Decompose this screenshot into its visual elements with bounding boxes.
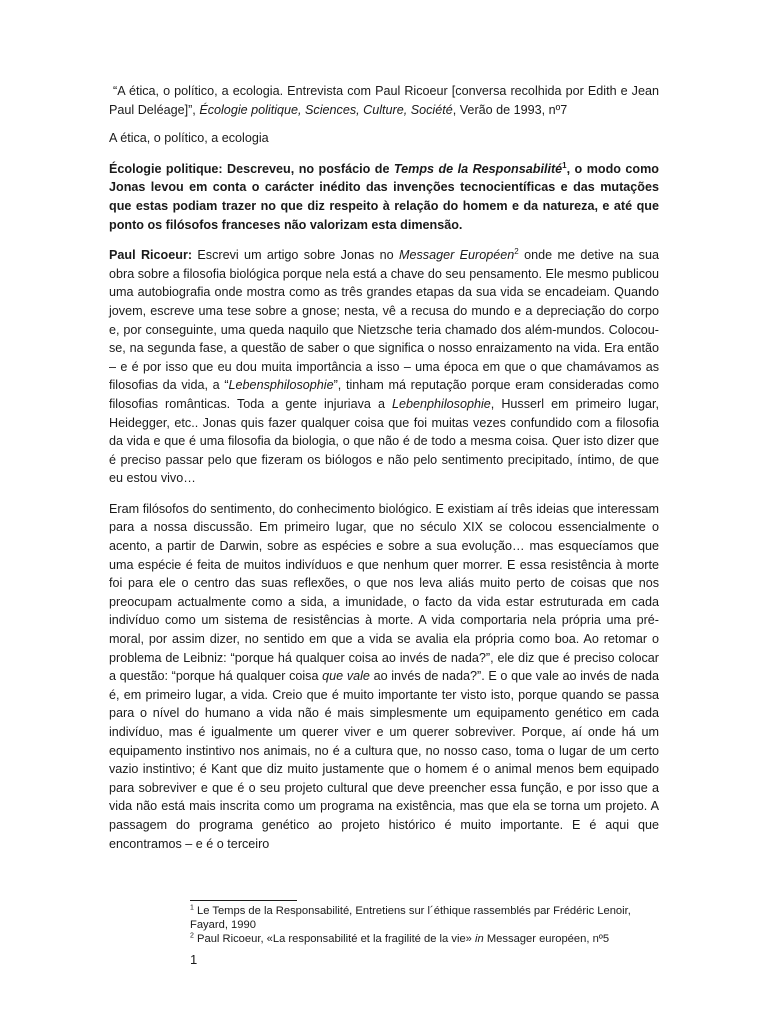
citation — [109, 82, 659, 119]
messager-title: Messager Européen — [399, 248, 515, 263]
footnote-ref-2[interactable]: 2 — [514, 246, 519, 256]
paragraph-ricoeur — [109, 246, 659, 488]
que-vale-emphasis: que vale — [322, 669, 370, 684]
citation-quote: “A ética, o político, a ecologia. Entrevista com Paul Ricoeur [conversa recolhida por Edith e Jean Paul Deléage]”, — [109, 84, 659, 117]
footnotes — [190, 904, 660, 946]
footnote-number-1: 1 — [190, 904, 194, 912]
ecologie-book-title: Temps de la Responsabilité — [393, 161, 563, 176]
ricoeur-text-a: Escrevi um artigo sobre Jonas no — [192, 248, 399, 263]
footnote-text-2b: Messager européen, nº5 — [483, 933, 610, 945]
speaker-label: Paul Ricoeur: — [109, 248, 193, 263]
lebenphilosophie-term: Lebenphilosophie — [392, 396, 491, 411]
paragraph-ecologie-politique — [109, 160, 659, 234]
footnote-ref-1[interactable]: 1 — [562, 160, 567, 170]
ricoeur-text-b: onde me detive na sua obra sobre a filosofia biológica porque nela está a chave do seu pensamento. Ele mesmo publicou uma autobiografia onde mostra como as três grandes etapas da sua vida se encadeiam. Quando jovem, escreve uma tese sobre a gnose; nesta, vê a recusa do mundo e a depreciação do corpo e, por conseguinte, uma queda naquilo que Nietzsche teria chamado dos além-mundos. Colocou-se, na segunda fase, a questão de saber o que significa o nosso enraizamento na vida. Era então – e é por isso que eu dou muita importância a isso – uma época em que o que chamávamos as filosofias da vida, a “ — [109, 248, 659, 393]
ricoeur-text-d: , Husserl em primeiro lugar, Heidegger, etc.. Jonas quis fazer qualquer coisa que foi muitas vezes confundido com a filosofia da vida e que é uma filosofia da biologia, o que não é de todo a mesma coisa. Quer isto dizer que é preciso passar pelo que fizeram os biólogos e não pelo sentimento precipitado, íntimo, de que eu estou vivo… — [109, 396, 659, 486]
body-text — [109, 82, 659, 853]
ricoeur-text-c: ”, tinham má reputação porque eram consideradas como filosofias românticas. Toda a gente injuriava a — [109, 378, 659, 411]
ecologie-text-b: , o modo como Jonas levou em conta o carácter inédito das invenções tecnocientíficas e das mutações que estas podiam trazer no que diz respeito à relação do homem e da natureza, e até que ponto os filósofos franceses não valorizam esta dimensão. — [109, 161, 660, 232]
footnote-2 — [190, 932, 660, 946]
footnote-text-1: Le Temps de la Responsabilité, Entretiens sur l´éthique rassemblés par Frédéric Lenoir, Fayard, 1990 — [190, 905, 631, 931]
eram-text-a: Eram filósofos do sentimento, do conhecimento biológico. E existiam aí três ideias que interessam para a nossa discussão. Em primeiro lugar, que no século XIX se colocou essencialmente o acento, a partir de Darwin, sobre as espécies e sobre a sua evolução… mas esquecíamos que uma espécie é feita de muitos indivíduos e que nenhum quer morrer. E essa resistência à morte foi para ele o centro das suas reflexões, o que nos leva aliás muito perto de coisas que nos preocupam actualmente como a sida, a imunidade, o facto da vida estar estruturada em cada indivíduo como um sistema de resistências à morte. A vida comportaria nela própria uma pré-moral, por assim dizer, no sentido em que a vida se avalia ela própria como boa. Ao retomar o problema de Leibniz: “porque há qualquer coisa ao invés de nada?”, ele diz que é preciso colocar a questão: “porque há qualquer coisa — [109, 501, 659, 684]
eram-text-b: ao invés de nada?”. E o que vale ao invés de nada é, em primeiro lugar, a vida. Creio que é muito importante ter visto isto, porque quando se passa para o nível do humano a vida não é mais simplesmente um equipamento genético em cada indivíduo, mas é igualmente um querer viver e um querer sobreviver. Porque, aí onde há um equipamento instintivo nos animais, no é a cultura que, no nosso caso, toma o lugar de um certo vazio instintivo; é Kant que diz muito justamente que o homem é o animal menos bem equipado para sobreviver e que é o seu projeto cultural que deve preencher essa função, e por isso que a vida não está mais inscrita como um programa na existência, mas que ela se torna um projeto. A passagem do programa genético ao projeto histórico é muito importante. E é aqui que encontramos – e é o terceiro — [109, 669, 659, 851]
footnote-1 — [190, 904, 660, 932]
page-number: 1 — [190, 952, 198, 967]
footnote-text-2a: Paul Ricoeur, «La responsabilité et la fragilité de la vie» — [193, 933, 476, 945]
footnote-in: in — [475, 933, 484, 945]
footnote-number-2: 2 — [190, 932, 194, 940]
citation-tail: , Verão de 1993, nº7 — [452, 102, 568, 117]
lebensphilosophie-term: Lebensphilosophie — [228, 378, 334, 393]
paragraph-eram — [109, 500, 659, 853]
ecologie-text-a: Écologie politique: Descreveu, no posfácio de — [109, 161, 394, 176]
section-heading: A ética, o político, a ecologia — [109, 131, 269, 146]
footnote-separator — [190, 900, 297, 901]
citation-journal: Écologie politique, Sciences, Culture, Société — [199, 102, 453, 117]
